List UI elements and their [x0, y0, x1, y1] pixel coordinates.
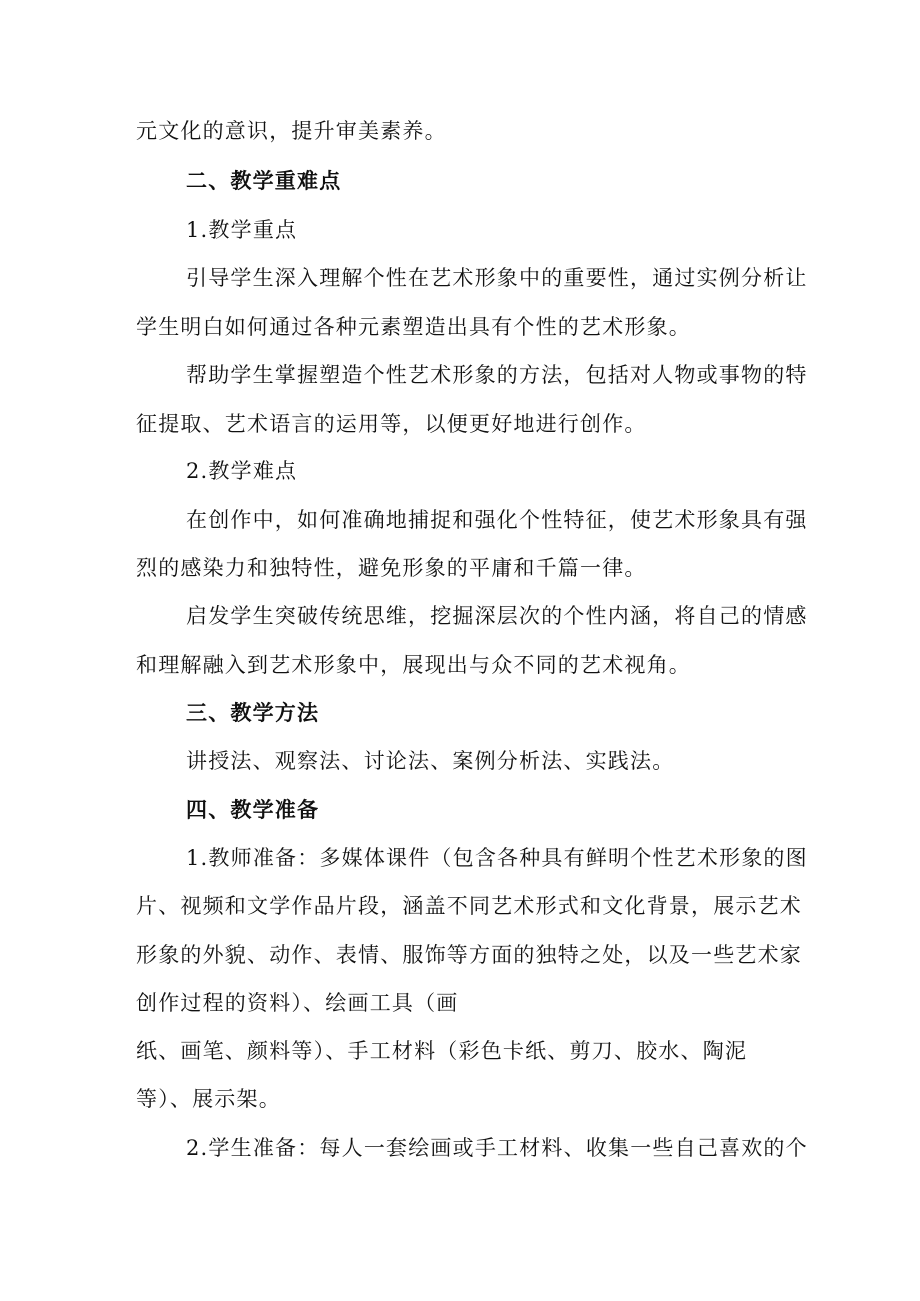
section-heading: 二、教学重难点 — [186, 169, 342, 193]
body-text-line: 创作过程的资料）、绘画工具（画 — [136, 991, 459, 1015]
body-text-line: 在创作中，如何准确地捕捉和强化个性特征，使艺术形象具有强 — [186, 508, 808, 532]
body-text-line: 烈的感染力和独特性，避免形象的平庸和千篇一律。 — [136, 556, 647, 580]
subsection-heading: 1.教学重点 — [186, 218, 298, 242]
section-heading: 四、教学准备 — [186, 798, 320, 822]
body-text-line: 和理解融入到艺术形象中，展现出与众不同的艺术视角。 — [136, 653, 691, 677]
body-text-line: 2.学生准备：每人一套绘画或手工材料、收集一些自己喜欢的个 — [186, 1136, 808, 1160]
body-text-line: 帮助学生掌握塑造个性艺术形象的方法，包括对人物或事物的特 — [186, 363, 808, 387]
body-text-line: 等）、展示架。 — [136, 1087, 281, 1111]
subsection-heading: 2.教学难点 — [186, 459, 298, 483]
body-text-line: 学生明白如何通过各种元素塑造出具有个性的艺术形象。 — [136, 315, 691, 339]
body-text-line: 征提取、艺术语言的运用等，以便更好地进行创作。 — [136, 412, 647, 436]
body-text-line: 形象的外貌、动作、表情、服饰等方面的独特之处，以及一些艺术家 — [136, 943, 802, 967]
body-text-line: 1.教师准备：多媒体课件（包含各种具有鲜明个性艺术形象的图 — [186, 846, 808, 870]
body-text-line: 元文化的意识，提升审美素养。 — [136, 119, 447, 143]
body-text-line: 引导学生深入理解个性在艺术形象中的重要性，通过实例分析让 — [186, 266, 808, 290]
section-heading: 三、教学方法 — [186, 701, 320, 725]
body-text-line: 纸、画笔、颜料等）、手工材料（彩色卡纸、剪刀、胶水、陶泥 — [136, 1039, 748, 1063]
body-text-line: 讲授法、观察法、讨论法、案例分析法、实践法。 — [186, 749, 675, 773]
body-text-line: 片、视频和文学作品片段，涵盖不同艺术形式和文化背景，展示艺术 — [136, 894, 802, 918]
body-text-line: 启发学生突破传统思维，挖掘深层次的个性内涵，将自己的情感 — [186, 604, 808, 628]
